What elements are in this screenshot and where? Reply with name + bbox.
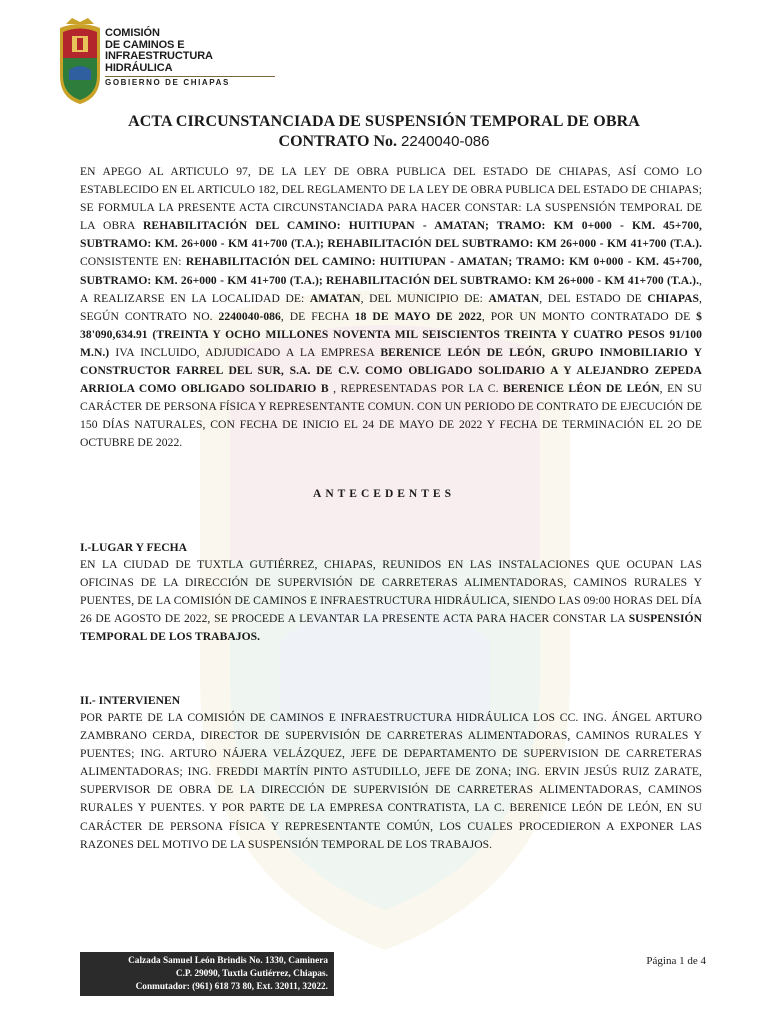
intro-bold: BERENICE LÉON DE LEÓN bbox=[503, 382, 660, 396]
intro-text: , SEGÚN CONTRATO NO. bbox=[80, 291, 702, 323]
intro-bold: BERENICE LEÓN DE LEÓN, GRUPO INMOBILIARIO Y CONSTRUCTOR FARREL DEL SUR, S.A. DE C.V. COMO OBLIGADO SOLIDARIO A Y ALEJANDRO ZEPEDA ARRIOLA COMO OBLIGADO SOLIDARIO B bbox=[80, 345, 702, 396]
intro-text: , DEL ESTADO DE bbox=[539, 291, 642, 305]
intro-text: , REPRESENTADAS POR LA C. bbox=[333, 382, 499, 396]
intro-paragraph bbox=[80, 163, 702, 453]
antecedentes-heading: ANTECEDENTES bbox=[313, 488, 455, 500]
footer-phone: Conmutador: (961) 618 73 80, Ext. 32011, 32022. bbox=[135, 982, 328, 992]
intro-text: IVA INCLUIDO, ADJUDICADO A LA EMPRESA bbox=[115, 345, 375, 359]
footer-address-1: Calzada Samuel León Brindis No. 1330, Caminera bbox=[128, 956, 328, 966]
org-name-line-3: INFRAESTRUCTURA bbox=[105, 50, 213, 62]
org-logo bbox=[58, 18, 238, 108]
intro-bold: REHABILITACIÓN DEL CAMINO: HUITIUPAN - AMATAN; TRAMO: KM 0+000 - KM. 45+700, SUBTRAMO: KM. 26+000 - KM 41+700 (T.A.); REHABILITACIÓN DEL SUBTRAMO: KM 26+000 - KM 41+700 (T.A.). bbox=[80, 219, 703, 251]
document-title bbox=[80, 112, 688, 152]
page-number: Página 1 de 4 bbox=[646, 955, 706, 967]
intro-bold: 18 DE MAYO DE 2022 bbox=[354, 309, 482, 323]
intro-text: , A REALIZARSE EN LA LOCALIDAD DE: bbox=[80, 273, 702, 305]
contract-prefix: CONTRATO No. bbox=[278, 133, 398, 150]
intro-bold: AMATAN bbox=[488, 291, 540, 305]
intro-text: , DE FECHA bbox=[280, 309, 349, 323]
intro-bold: REHABILITACIÓN DEL CAMINO: HUITIUPAN - AMATAN; TRAMO: KM 0+000 - KM. 45+700, SUBTRAMO: KM. 26+000 - KM 41+700 (T.A.); REHABILITACIÓN DEL SUBTRAMO: KM 26+000 - KM 41+700 (T.A.). bbox=[80, 255, 702, 287]
intro-text: CONSISTENTE EN: bbox=[80, 255, 182, 269]
org-name-line-1: COMISIÓN bbox=[105, 27, 160, 39]
intro-bold: 2240040-086 bbox=[218, 309, 281, 323]
org-name-line-2: DE CAMINOS E bbox=[105, 38, 185, 51]
contract-line bbox=[80, 132, 688, 152]
section-2-title: II.- INTERVIENEN bbox=[80, 694, 181, 707]
intro-bold: $ 38'090,634.91 (TREINTA Y OCHO MILLONES NOVENTA MIL SEISCIENTOS TREINTA Y CUATRO PESOS 91/100 M.N.) bbox=[80, 309, 702, 359]
section-2-paragraph: POR PARTE DE LA COMISIÓN DE CAMINOS E INFRAESTRUCTURA HIDRÁULICA LOS CC. ING. ÁNGEL ARTURO ZAMBRANO CERDA, DIRECTOR DE SUPERVISIÓN DE CARRETERAS ALIMENTADORAS, CAMINOS RURALES Y PUENTES; ING. ARTURO NÁJERA VELÁZQUEZ, JEFE DE DEPARTAMENTO DE SUPERVISION DE CARRETERAS ALIMENTADORAS; ING. FREDDI MARTÍN PINTO ASTUDILLO, JEFE DE ZONA; ING. ERVIN JESÚS RUIZ ZARATE, SUPERVISOR DE OBRA DE LA DIRECCIÓN DE SUPERVISIÓN DE CARRETERAS ALIMENTADORAS, CAMINOS RURALES Y PUENTES. Y POR PARTE DE LA EMPRESA CONTRATISTA, LA C. BERENICE LEÓN DE LEÓN, EN SU CARÁCTER DE PERSONA FÍSICA Y REPRESENTANTE COMÚN, LOS CUALES PROCEDIERON A EXPONER LAS RAZONES DEL MOTIVO DE LA SUSPENSIÓN TEMPORAL DE LOS TRABAJOS. bbox=[80, 711, 702, 851]
intro-bold: CHIAPAS bbox=[647, 291, 700, 305]
section-1-text: EN LA CIUDAD DE TUXTLA GUTIÉRREZ, CHIAPAS, REUNIDOS EN LAS INSTALACIONES QUE OCUPAN LAS OFICINAS DE LA DIRECCIÓN DE SUPERVISIÓN DE CARRETERAS ALIMENTADORAS, CAMINOS RURALES Y PUENTES, DE LA COMISIÓN DE CAMINOS E INFRAESTRUCTURA HIDRÁULICA, SIENDO LAS 09:00 HORAS DEL DÍA 26 DE AGOSTO DE 2022, SE PROCEDE A LEVANTAR LA PRESENTE ACTA PARA HACER CONSTAR LA bbox=[80, 558, 702, 626]
chiapas-shield-icon bbox=[58, 18, 102, 106]
logo-divider bbox=[105, 76, 275, 77]
intro-bold: AMATAN bbox=[309, 291, 361, 305]
footer-address-box bbox=[80, 952, 334, 996]
intro-text: EN APEGO AL ARTICULO 97, DE LA LEY DE OBRA PUBLICA DEL ESTADO DE CHIAPAS, ASÍ COMO LO ESTABLECIDO EN EL ARTICULO 182, DEL REGLAMENTO DE LA LEY DE OBRA PUBLICA DEL ESTADO DE CHIAPAS; SE FORMULA LA PRESENTE ACTA CIRCUNSTANCIADA PARA HACER CONSTAR: LA SUSPENSIÓN TEMPORAL DE LA OBRA bbox=[80, 165, 702, 233]
section-1-title: I.-LUGAR Y FECHA bbox=[80, 541, 188, 554]
section-1-bold: SUSPENSIÓN TEMPORAL DE LOS TRABAJOS. bbox=[80, 612, 702, 644]
section-1-paragraph bbox=[80, 556, 702, 646]
intro-text: , POR UN MONTO CONTRATADO DE bbox=[481, 309, 691, 323]
org-subtitle: GOBIERNO DE CHIAPAS bbox=[105, 78, 230, 87]
intro-text: , EN SU CARÁCTER DE PERSONA FÍSICA Y REPRESENTANTE COMUN. CON UN PERIODO DE CONTRATO DE EJECUCIÓN DE 150 DÍAS NATURALES, CON FECHA DE INICIO EL 24 DE MAYO DE 2022 Y FECHA DE TERMINACIÓN EL 2O DE OCTUBRE DE 2022. bbox=[80, 382, 703, 450]
intro-text: , DEL MUNICIPIO DE: bbox=[360, 291, 483, 305]
org-name-line-4: HIDRÁULICA bbox=[105, 61, 173, 74]
contract-number: 2240040-086 bbox=[401, 133, 490, 150]
footer-address-2: C.P. 29090, Tuxtla Gutiérrez, Chiapas. bbox=[175, 969, 328, 979]
title-line: ACTA CIRCUNSTANCIADA DE SUSPENSIÓN TEMPORAL DE OBRA bbox=[128, 113, 640, 130]
